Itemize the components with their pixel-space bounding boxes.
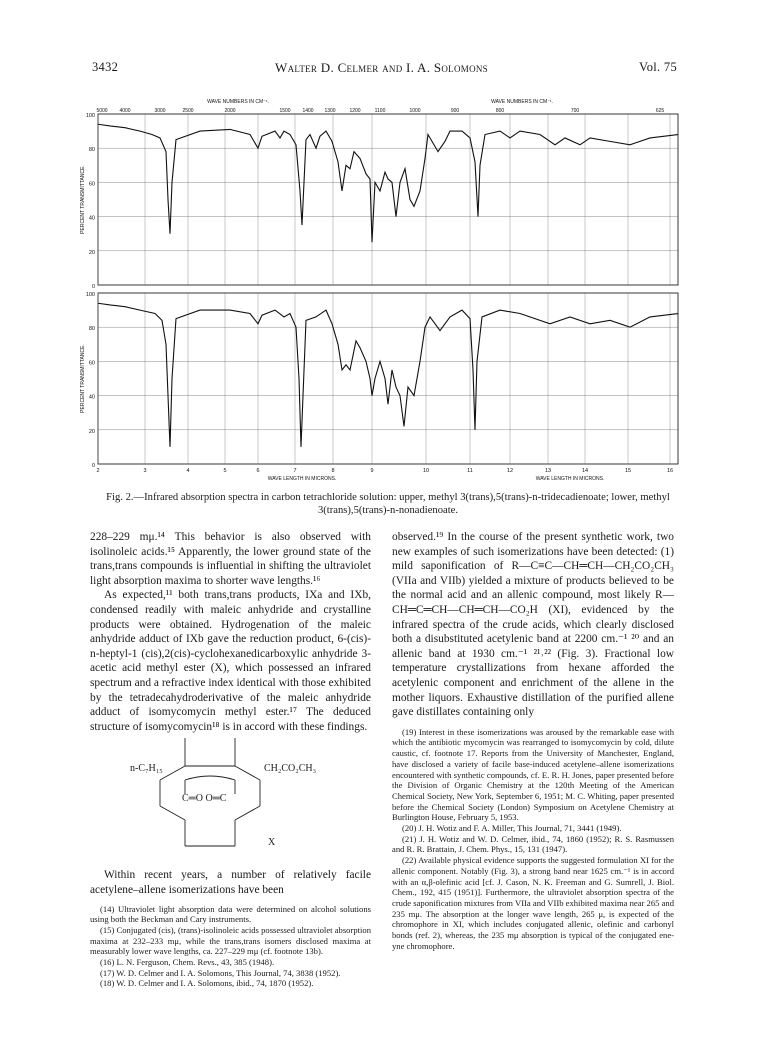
transmittance-tick: 0	[91, 284, 95, 290]
wavenumber-tick: 1200	[349, 108, 361, 114]
structure-right-substituent: CH₂CO₂CH₃	[264, 763, 317, 775]
footnote-16: (16) L. N. Ferguson, Chem. Revs., 43, 385 (1948).	[100, 957, 275, 968]
left-paragraph-1: 228–229 mμ.¹⁴ This behavior is also observed with isolinoleic acids.¹⁵ Apparently, the lower ground state of the trans,trans compounds is influential in shifting the ultraviolet light absorption maxima to shorter wave lengths.¹⁶	[90, 531, 371, 587]
transmittance-tick: 40	[88, 394, 95, 401]
running-header-authors: Walter D. Celmer and I. A. Solomons	[275, 60, 488, 75]
footnote-18: (18) W. D. Celmer and I. A. Solomons, ibid., 74, 1870 (1952).	[100, 978, 314, 989]
structure-x-drawing	[90, 736, 371, 864]
wavenumber-label-right: WAVE NUMBERS IN CM⁻¹.	[491, 99, 553, 105]
micron-tick: 3	[143, 468, 147, 474]
left-paragraph-3: Within recent years, a number of relatively facile acetylene–allene isomerizations have been	[90, 869, 371, 896]
right-paragraph-1: observed.¹⁹ In the course of the present synthetic work, two new examples of such isomerizations have been detected: (1) mild saponification of R—C≡C—CH═CH—CH₂CO₂CH₃ (VIIa and VIIb) yielded a mixture of products believed to be the normal acid and an allenic compound, most likely R—CH═C═CH—CH═CH—CO₂H (XI), evidenced by the infrared spectra of the crude acids, which clearly disclosed both a disubstituted acetylenic band at 2200 cm.⁻¹ ²⁰ and an allenic band at 1930 cm.⁻¹ ²¹˒²² (Fig. 3). Fractional low temperature crystallizations from hexane afforded the acetylenic component and enrichment of the allene in the mother liquors. Exhaustive distillation of the purified allene gave distillates containing only	[392, 531, 674, 719]
wavenumber-tick: 625	[655, 108, 665, 114]
spectrum-panel-upper	[98, 114, 678, 285]
structure-label: X	[268, 837, 276, 849]
micron-tick: 14	[581, 468, 589, 474]
ir-spectra-figure	[70, 88, 695, 484]
volume-number: Vol. 75	[639, 60, 677, 74]
wavenumber-tick: 3000	[154, 108, 166, 114]
micron-tick: 8	[331, 468, 335, 474]
micron-tick: 4	[186, 468, 190, 474]
wavenumber-tick: 900	[450, 108, 460, 114]
micron-tick: 7	[293, 468, 297, 474]
footnote-14: (14) Ultraviolet light absorption data were determined on alcohol solutions using both the Beckman and Cary instruments.	[90, 903, 371, 925]
micron-tick: 6	[256, 468, 260, 474]
structure-anhydride-bridge: C═O O═C	[182, 793, 227, 805]
left-column	[90, 530, 371, 989]
micron-tick: 5	[223, 468, 227, 474]
wavenumber-tick: 5000	[96, 108, 108, 114]
footnote-22: (22) Available physical evidence supports the suggested formulation XI for the allenic component. Notably (Fig. 3), a strong band near 1625 cm.⁻¹ is in accord with an α,β-olefinic acid [cf. J. Cason, N. K. Freeman and G. Sumrell, J. Biol. Chem., 192, 415 (1951)]. Furthermore, the ultraviolet absorption spectra of the crude saponification mixtures from VIIa and VIIb exhibited maxima near 265 and 235 mμ. The absorption at the longer wave length, 265 μ, is expected of the chromophore in XI, which includes conjugated allenic, olefinic and carbonyl bonds (ref. 2), whereas, the 235 mμ absorption is typical of the conjugated ene-yne chromophore.	[392, 855, 674, 951]
right-column	[392, 530, 674, 951]
footnote-21: (21) J. H. Wotiz and W. D. Celmer, ibid., 74, 1860 (1952); R. S. Rasmussen and R. R. Brattain, J. Chem. Phys., 15, 131 (1947).	[392, 833, 674, 855]
micron-tick: 13	[544, 468, 552, 474]
transmittance-tick: 80	[88, 147, 95, 154]
wavenumber-tick: 4000	[119, 108, 131, 114]
wavenumber-tick: 1400	[302, 108, 314, 114]
micron-tick: 10	[422, 468, 430, 474]
micron-tick: 16	[666, 468, 674, 474]
spectra-frame	[98, 114, 678, 464]
footnote-17: (17) W. D. Celmer and I. A. Solomons, This Journal, 74, 3838 (1952).	[100, 967, 341, 978]
transmittance-tick: 60	[88, 181, 95, 188]
spectrum-trace-lower	[98, 303, 678, 447]
figure-caption: Fig. 2.—Infrared absorption spectra in carbon tetrachloride solution: upper, methyl 3(trans),5(trans)-n-tridecadienoate; lower, methyl 3(trans),5(trans)-n-nonadienoate.	[106, 492, 670, 516]
spectrum-trace-upper	[98, 124, 678, 242]
footnote-20: (20) J. H. Wotiz and F. A. Miller, This Journal, 71, 3441 (1949).	[402, 823, 622, 834]
right-footnotes	[392, 727, 674, 952]
micron-tick: 9	[370, 468, 374, 474]
micron-tick: 15	[624, 468, 632, 474]
transmittance-tick: 0	[91, 463, 95, 469]
wavenumber-tick: 1100	[374, 108, 386, 114]
micron-tick: 12	[506, 468, 514, 474]
transmittance-tick: 100	[85, 113, 95, 119]
wavenumber-label-left: WAVE NUMBERS IN CM⁻¹.	[207, 99, 269, 105]
structure-x-diagram	[90, 736, 371, 864]
transmittance-tick: 20	[88, 428, 95, 435]
wavenumber-tick: 1000	[409, 108, 421, 114]
wavenumber-tick: 1500	[279, 108, 291, 114]
y-axis-label: PERCENT TRANSMITTANCE.	[80, 165, 86, 234]
transmittance-tick: 20	[88, 249, 95, 256]
page-number: 3432	[92, 60, 119, 74]
left-footnotes	[90, 904, 371, 990]
left-paragraph-2: As expected,¹¹ both trans,trans products, IXa and IXb, condensed readily with maleic anhydride and crystalline products were obtained. Hydrogenation of the maleic anhydride adduct of IXb gave the reduction product, 6-(cis)-n-heptyl-1 (cis),2(cis)-cyclohexanedicarboxylic anhydride 3-acetic acid methyl ester (X), which possessed an infrared spectrum and a refractive index identical with those exhibited by the tetradecahydroderivative of the maleic anhydride adduct of isomycomycin methyl ester.¹⁷ The deduced structure of isomycomycin¹⁸ is in accord with these findings.	[90, 589, 371, 733]
transmittance-tick: 100	[85, 292, 95, 298]
footnote-19: (19) Interest in these isomerizations was aroused by the remarkable ease with which the antibiotic mycomycin was rearranged to isomycomycin by cold, dilute caustic, cf. footnote 17. Reports from the University of Manchester, England, have disclosed a variety of facile base-induced acetylene–allene isomerizations encountered with synthetic compounds, cf. E. R. H. Jones, paper presented before the Division of Organic Chemistry at the 120th Meeting of the American Chemical Society, New York, September 6, 1951; M. C. Whiting, paper presented before the Chemical Society (London) Symposium on Acetylene Chemistry at Burlington House, February 5, 1953.	[392, 726, 674, 823]
micron-tick: 2	[96, 468, 100, 474]
micron-tick: 11	[467, 468, 473, 474]
wavenumber-tick: 700	[570, 108, 580, 114]
wavenumber-tick: 800	[495, 108, 505, 114]
transmittance-tick: 60	[88, 360, 95, 367]
spectrum-panel-lower	[98, 293, 678, 464]
micron-label-left: WAVE LENGTH IN MICRONS.	[267, 476, 337, 482]
footnote-15: (15) Conjugated (cis), (trans)-isolinoleic acids possessed ultraviolet absorption maxima at 232–233 mμ, while the trans,trans isomers disclosed maxima at measurably lower wave lengths, ca. 227–229 mμ (cf. footnote 13b).	[90, 924, 371, 957]
structure-left-substituent: n-C₇H₁₅	[130, 763, 163, 775]
y-axis-label: PERCENT TRANSMITTANCE.	[80, 344, 86, 413]
transmittance-tick: 80	[88, 326, 95, 333]
transmittance-tick: 40	[88, 215, 95, 222]
wavenumber-tick: 1300	[324, 108, 336, 114]
micron-label-right: WAVE LENGTH IN MICRONS.	[535, 476, 605, 482]
wavenumber-tick: 2000	[224, 108, 236, 114]
wavenumber-tick: 2500	[182, 108, 194, 114]
